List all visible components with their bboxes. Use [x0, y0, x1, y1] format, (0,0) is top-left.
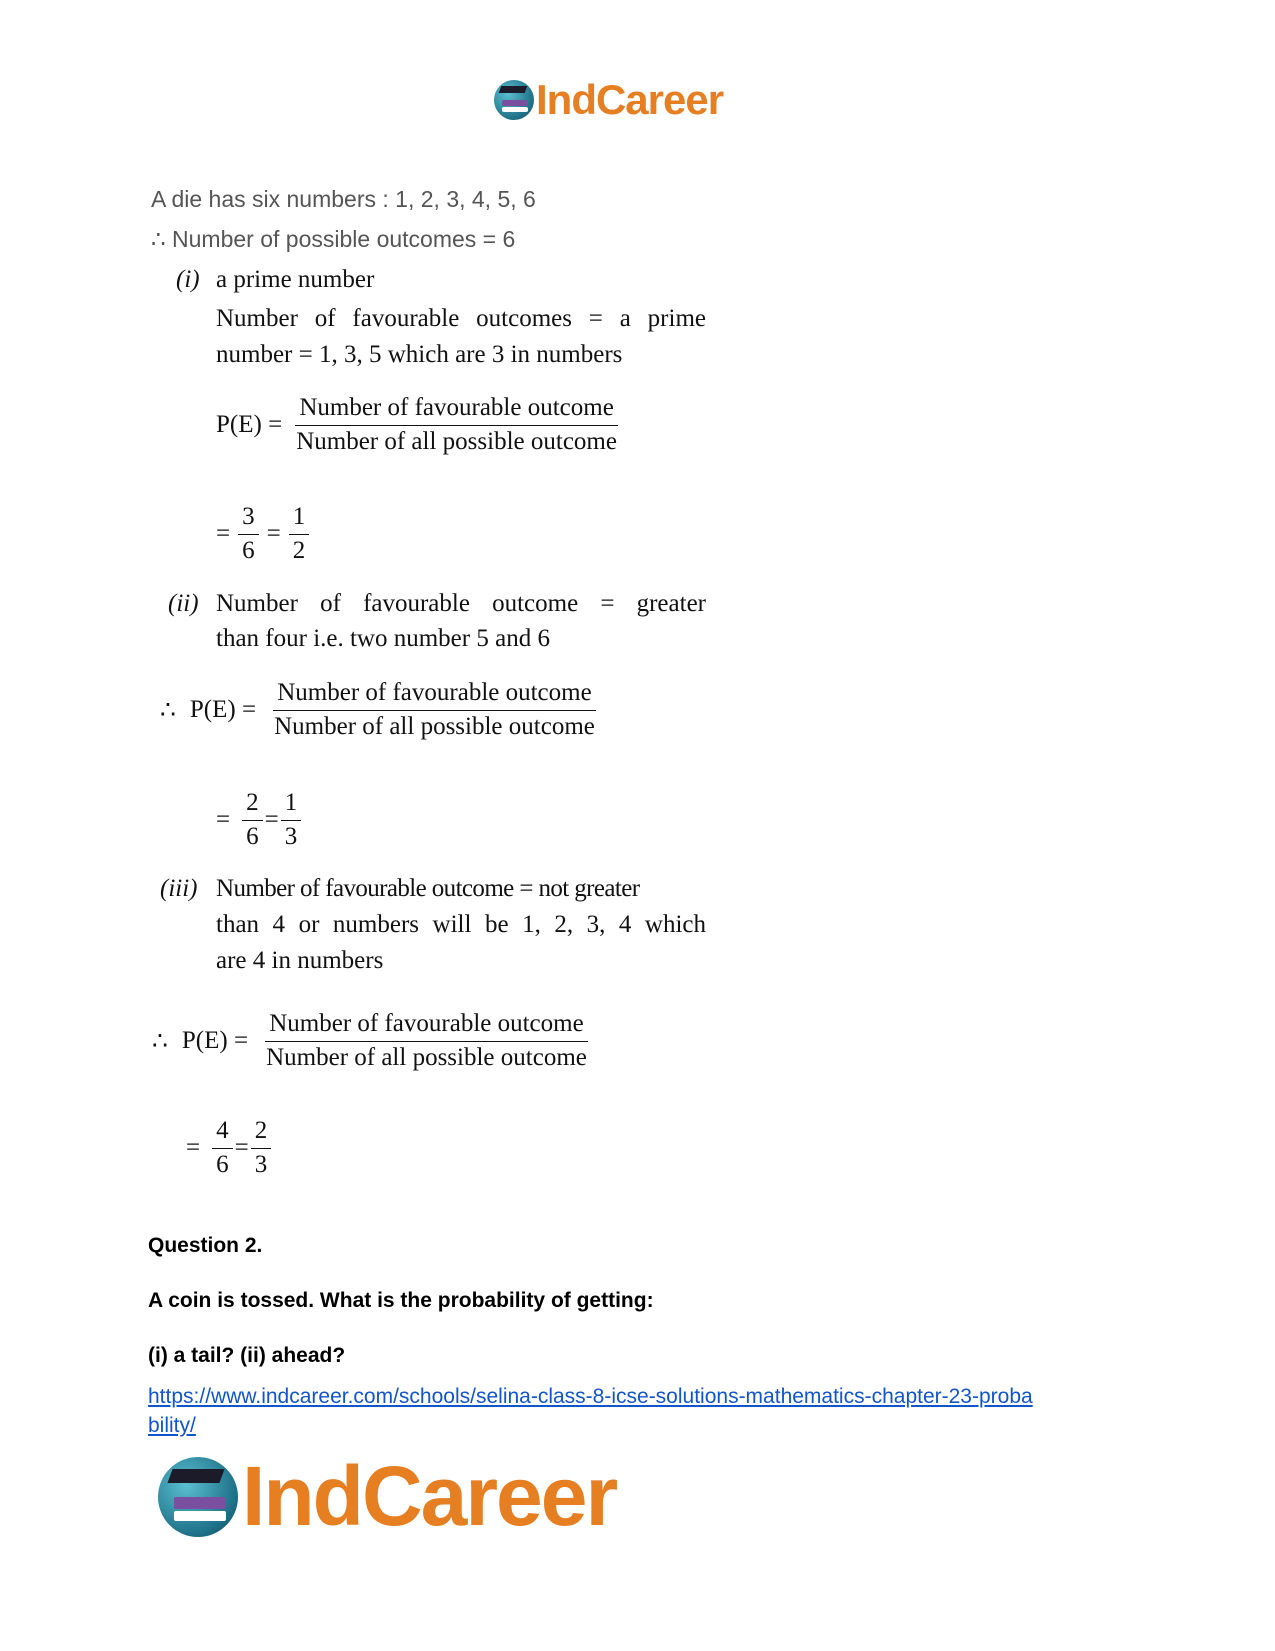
fraction-denominator: 6	[216, 1150, 229, 1178]
fraction-denominator: 6	[246, 822, 259, 850]
part-ii-result	[216, 789, 301, 852]
part-ii-formula	[160, 679, 599, 742]
fraction-numerator: 1	[281, 789, 302, 821]
equals-sign: =	[216, 806, 231, 834]
fraction-denominator: Number of all possible outcome	[274, 712, 595, 740]
therefore-symbol: ∴	[160, 697, 176, 725]
part-i-text-2: number = 1, 3, 5 which are 3 in numbers	[216, 341, 623, 368]
question-2-parts: (i) a tail? (ii) ahead?	[148, 1344, 346, 1367]
part-i-label: (i)	[176, 266, 200, 293]
source-link[interactable]	[148, 1382, 1033, 1440]
part-i-formula	[216, 394, 621, 457]
part-iii-result	[186, 1117, 271, 1180]
equals-sign: =	[216, 520, 231, 548]
pe-label: P(E) =	[181, 1027, 249, 1055]
part-ii-text-1: Number of favourable outcome = greater	[216, 590, 706, 617]
result-fraction-1	[242, 789, 263, 852]
fraction-denominator: 2	[292, 536, 306, 564]
equals-sign: =	[266, 520, 281, 548]
formula-fraction	[292, 394, 621, 457]
fraction-numerator: 2	[242, 789, 263, 821]
result-fraction-1	[212, 1117, 233, 1180]
source-link-line-1: https://www.indcareer.com/schools/selina-class-8-icse-solutions-mathematics-chapter-23-proba	[148, 1385, 1033, 1408]
fraction-numerator: Number of favourable outcome	[295, 394, 617, 426]
part-i-result	[216, 503, 309, 566]
fraction-numerator: 3	[238, 503, 259, 535]
fraction-denominator: Number of all possible outcome	[296, 427, 617, 455]
part-i-text-1: Number of favourable outcomes = a prime	[216, 305, 706, 332]
intro-line-2: ∴ Number of possible outcomes = 6	[151, 226, 516, 252]
therefore-symbol: ∴	[152, 1028, 168, 1056]
footer-logo-text: IndCareer	[242, 1449, 617, 1543]
fraction-numerator: 1	[289, 503, 310, 535]
formula-fraction	[262, 1010, 591, 1073]
fraction-denominator: 3	[254, 1150, 268, 1178]
result-fraction-2	[251, 1117, 272, 1180]
part-ii-label: (ii)	[168, 590, 199, 617]
intro-line-1: A die has six numbers : 1, 2, 3, 4, 5, 6	[151, 186, 536, 212]
fraction-numerator: Number of favourable outcome	[265, 1010, 587, 1042]
result-fraction-2	[289, 503, 310, 566]
pe-label: P(E) =	[216, 411, 283, 439]
part-iii-text-1: Number of favourable outcome = not greater	[216, 875, 640, 902]
part-ii-text-2: than four i.e. two number 5 and 6	[216, 625, 550, 652]
fraction-numerator: 4	[212, 1117, 233, 1149]
header-logo	[494, 76, 723, 124]
part-iii-text-3: are 4 in numbers	[216, 947, 384, 974]
fraction-denominator: Number of all possible outcome	[266, 1043, 587, 1071]
part-iii-formula	[152, 1010, 591, 1073]
part-iii-label: (iii)	[160, 875, 198, 902]
fraction-denominator: 3	[284, 822, 298, 850]
part-i-title: a prime number	[216, 266, 375, 293]
equals-sign: =	[186, 1134, 201, 1162]
result-fraction-2	[281, 789, 302, 852]
part-iii-text-2: than 4 or numbers will be 1, 2, 3, 4 which	[216, 911, 706, 938]
question-2-text: A coin is tossed. What is the probability of getting:	[148, 1289, 654, 1312]
pe-label: P(E) =	[189, 696, 257, 724]
formula-fraction	[270, 679, 599, 742]
graduation-book-icon	[494, 80, 534, 120]
fraction-numerator: Number of favourable outcome	[273, 679, 595, 711]
fraction-numerator: 2	[251, 1117, 272, 1149]
graduation-book-icon	[158, 1457, 238, 1537]
question-2-heading: Question 2.	[148, 1234, 263, 1257]
equals-sign: =	[264, 806, 279, 834]
footer-logo	[158, 1448, 616, 1545]
source-link-line-2: bility/	[148, 1414, 196, 1437]
fraction-denominator: 6	[242, 536, 255, 564]
result-fraction-1	[238, 503, 259, 566]
equals-sign: =	[234, 1134, 249, 1162]
header-logo-text: IndCareer	[536, 76, 724, 123]
